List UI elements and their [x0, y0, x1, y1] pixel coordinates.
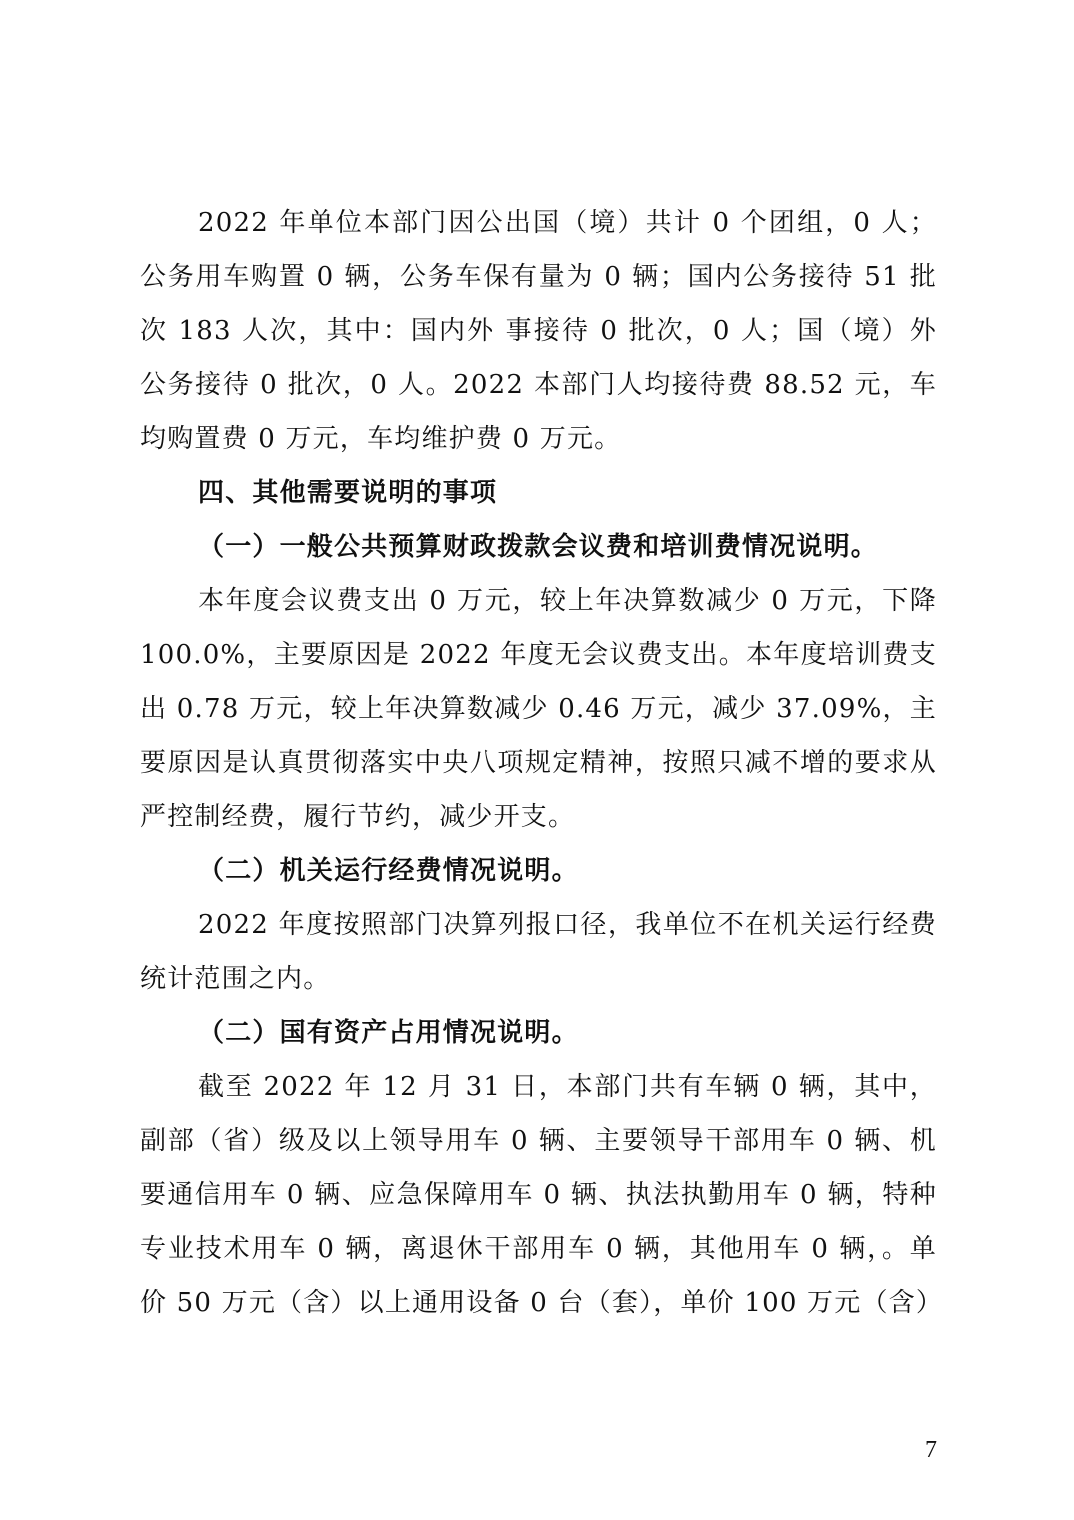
subheading-state-assets: （二）国有资产占用情况说明。 — [198, 1018, 579, 1048]
paragraph-state-assets: 截至 2022 年 12 月 31 日，本部门共有车辆 0 辆，其中，副部（省）级及以上领导用车 0 辆、主要领导干部用车 0 辆、机要通信用车 0 辆、应急保障用车 0 辆、执法执勤用车 0 辆，特种专业技术用车 0 辆，离退休干部用车 0 辆，其他用车 0 辆，。单价 50 万元（含）以上通用设备 0 台（套），单价 100 万元（含） — [140, 1072, 944, 1318]
paragraph-meeting-training-fees: 本年度会议费支出 0 万元，较上年决算数减少 0 万元，下降 100.0%，主要原因是 2022 年度无会议费支出。本年度培训费支出 0.78 万元，较上年决算数减少 0.46 万元，减少 37.09%，主要原因是认真贯彻落实中央八项规定精神，按照只减不增的要求从严控制经费，履行节约，减少开支。 — [140, 586, 937, 832]
subheading-meeting-training-fees: （一）一般公共预算财政拨款会议费和培训费情况说明。 — [198, 532, 879, 562]
paragraph-official-reception: 2022 年单位本部门因公出国（境）共计 0 个团组，0 人；公务用车购置 0 辆，公务车保有量为 0 辆；国内公务接待 51 批次 183 人次，其中：国内外 事接待 0 批次，0 人；国（境）外公务接待 0 批次，0 人。2022 本部门人均接待费 88.52 元，车均购置费 0 万元，车均维护费 0 万元。 — [140, 208, 937, 454]
page-number: 7 — [925, 1437, 937, 1463]
subheading-operating-expenses: （二）机关运行经费情况说明。 — [198, 856, 579, 886]
paragraph-operating-expenses: 2022 年度按照部门决算列报口径，我单位不在机关运行经费统计范围之内。 — [140, 910, 937, 994]
section-heading-other-matters: 四、其他需要说明的事项 — [198, 478, 498, 508]
document-body — [140, 196, 944, 1330]
